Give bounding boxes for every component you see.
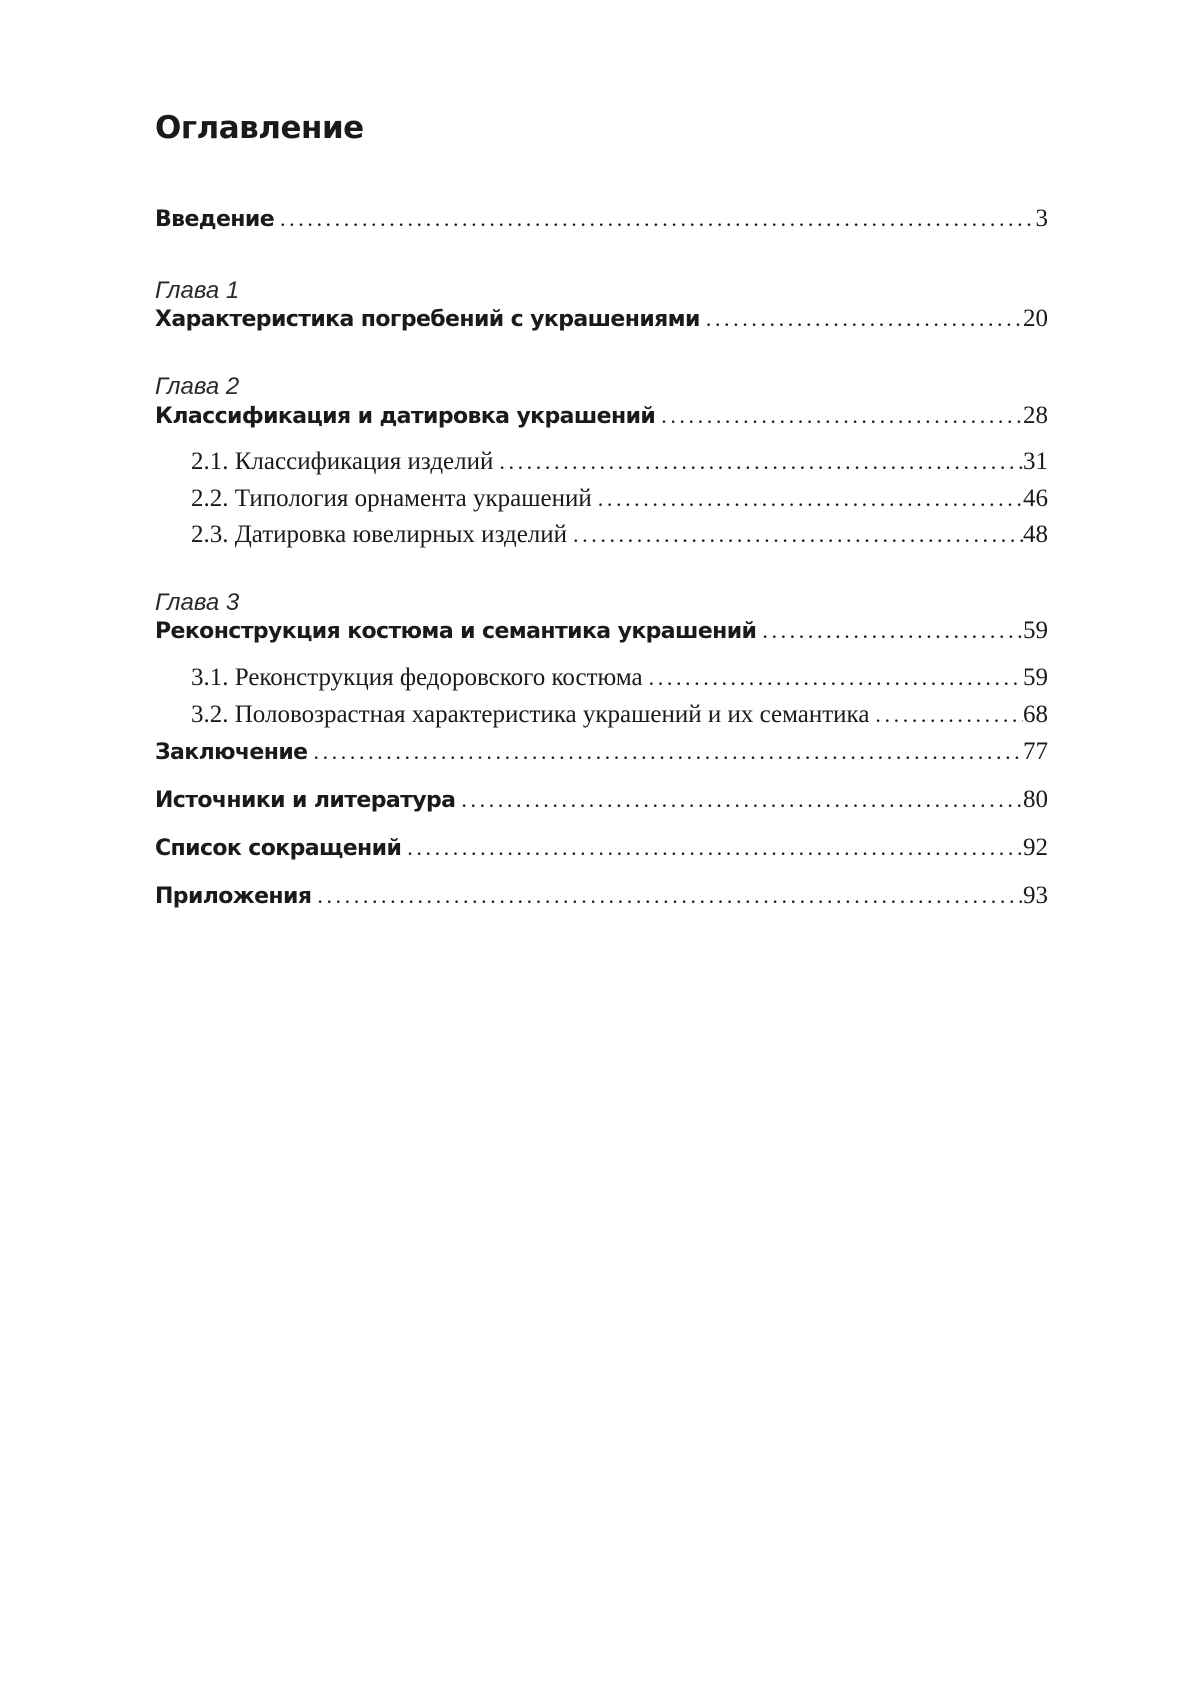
toc-entry-label: Приложения bbox=[155, 884, 312, 909]
toc-entry-section-2-2[interactable] bbox=[191, 483, 1048, 515]
toc-page-number: 77 bbox=[1023, 738, 1048, 765]
toc-entry-label: 3.2. Половозрастная характеристика украшений и их семантика bbox=[191, 701, 870, 728]
toc-entry-label: 2.2. Типология орнамента украшений bbox=[191, 485, 592, 512]
toc-page-number: 28 bbox=[1023, 402, 1048, 429]
chapter-1-caption: Глава 1 bbox=[155, 277, 240, 304]
toc-page-number: 68 bbox=[1023, 701, 1048, 728]
toc-entry-label: 2.3. Датировка ювелирных изделий bbox=[191, 521, 568, 548]
dot-leader bbox=[756, 615, 1023, 647]
dot-leader bbox=[274, 203, 1035, 235]
toc-entry-label: Введение bbox=[155, 207, 275, 232]
toc-page-number: 46 bbox=[1023, 485, 1048, 512]
dot-leader bbox=[311, 880, 1023, 912]
toc-entry-chapter-3[interactable] bbox=[155, 615, 1048, 647]
toc-entry-abbreviations[interactable] bbox=[155, 832, 1048, 864]
toc-page-number: 92 bbox=[1023, 834, 1048, 861]
dot-leader bbox=[643, 662, 1023, 694]
toc-entry-section-3-2[interactable] bbox=[191, 699, 1048, 731]
toc-entry-label: Классификация и датировка украшений bbox=[155, 404, 656, 429]
dot-leader bbox=[567, 519, 1023, 551]
toc-page-number: 3 bbox=[1035, 205, 1048, 232]
toc-page-number: 31 bbox=[1023, 448, 1048, 475]
chapter-2-caption: Глава 2 bbox=[155, 373, 240, 400]
chapter-3-caption: Глава 3 bbox=[155, 589, 240, 616]
toc-entry-section-2-1[interactable] bbox=[191, 446, 1048, 478]
toc-page-number: 59 bbox=[1023, 617, 1048, 644]
toc-entry-chapter-2[interactable] bbox=[155, 400, 1048, 432]
toc-entry-label: Заключение bbox=[155, 740, 308, 765]
toc-entry-label: Реконструкция костюма и семантика украшений bbox=[155, 619, 757, 644]
toc-entry-label: 2.1. Классификация изделий bbox=[191, 448, 494, 475]
dot-leader bbox=[592, 483, 1023, 515]
toc-page-number: 93 bbox=[1023, 882, 1048, 909]
dot-leader bbox=[493, 446, 1023, 478]
toc-entry-appendices[interactable] bbox=[155, 880, 1048, 912]
toc-page-number: 20 bbox=[1023, 305, 1048, 332]
dot-leader bbox=[401, 832, 1023, 864]
toc-entry-section-3-1[interactable] bbox=[191, 662, 1048, 694]
toc-entry-section-2-3[interactable] bbox=[191, 519, 1048, 551]
dot-leader bbox=[655, 400, 1023, 432]
toc-entry-chapter-1[interactable] bbox=[155, 303, 1048, 335]
toc-page-number: 59 bbox=[1023, 664, 1048, 691]
toc-entry-label: Характеристика погребений с украшениями bbox=[155, 307, 700, 332]
page-title: Оглавление bbox=[155, 110, 364, 146]
dot-leader bbox=[307, 736, 1023, 768]
toc-page-number: 80 bbox=[1023, 786, 1048, 813]
toc-entry-label: 3.1. Реконструкция федоровского костюма bbox=[191, 664, 643, 691]
dot-leader bbox=[455, 784, 1023, 816]
dot-leader bbox=[700, 303, 1023, 335]
toc-entry-conclusion[interactable] bbox=[155, 736, 1048, 768]
toc-entry-label: Источники и литература bbox=[155, 788, 456, 813]
toc-page-number: 48 bbox=[1023, 521, 1048, 548]
toc-entry-sources[interactable] bbox=[155, 784, 1048, 816]
dot-leader bbox=[869, 699, 1023, 731]
toc-entry-label: Список сокращений bbox=[155, 836, 402, 861]
toc-entry-intro[interactable] bbox=[155, 203, 1048, 235]
